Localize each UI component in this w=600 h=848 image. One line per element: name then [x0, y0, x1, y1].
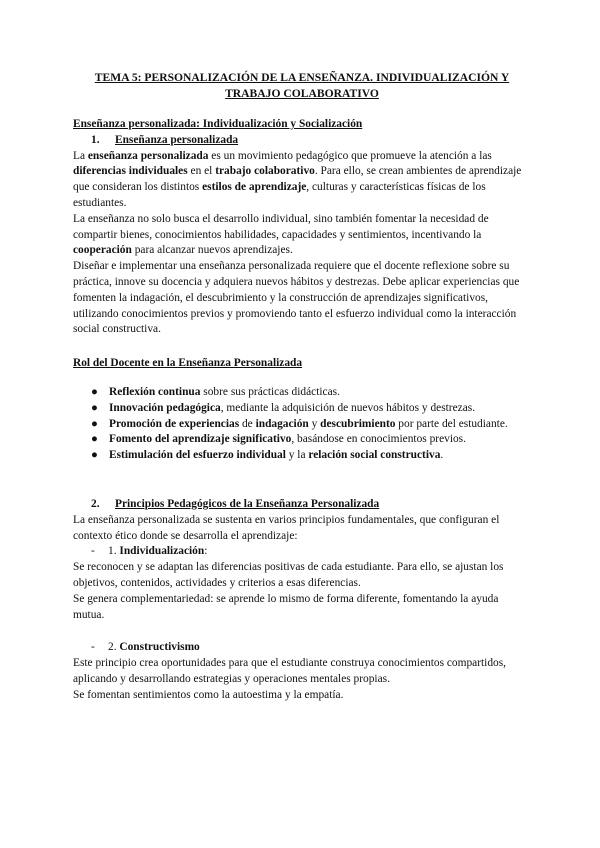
- bold-run: Promoción de experiencias: [109, 417, 240, 430]
- dash-marker: -: [91, 545, 95, 558]
- paragraph-individualization: Se reconocen y se adaptan las diferencias positivas de cada estudiante. Para ello, se ajustan los objetivos, contenidos, actividades y criterios a esas diferencias.: [73, 561, 504, 589]
- bold-run: Estimulación del esfuerzo individual: [109, 449, 286, 462]
- text-run: , basándose en conocimientos previos.: [291, 433, 466, 446]
- list-item: [73, 417, 531, 433]
- bold-run: trabajo colaborativo: [215, 165, 315, 178]
- bullet-icon: ●: [91, 385, 98, 398]
- text-run: .: [440, 449, 444, 462]
- page-title: TEMA 5: PERSONALIZACIÓN DE LA ENSEÑANZA. INDIVIDUALIZACIÓN Y TRABAJO COLABORATIVO: [94, 71, 510, 100]
- list-item: [73, 448, 531, 464]
- paragraph-constructivism: Este principio crea oportunidades para que el estudiante construya conocimientos compartidos, aplicando y desarrollando estrategias y operaciones mentales propias.: [73, 657, 507, 685]
- bold-run: Fomento del aprendizaje significativo: [109, 433, 292, 446]
- bullet-icon: ●: [91, 401, 98, 414]
- text-run: y la: [285, 449, 309, 462]
- subheading-2: [91, 497, 531, 513]
- paragraph-design: Diseñar e implementar una enseñanza personalizada requiere que el docente reflexione sobre su práctica, innove su docencia y adquiera nuevos hábitos y destrezas. Debe aplicar experiencias que fomenten la indagación, el descubrimiento y la construcción de aprendizajes significativos, utilizando conocimientos previos y promoviendo tanto el esfuerzo individual como la interacción social constructiva.: [73, 260, 520, 336]
- principle-1-label: Individualización: [119, 545, 205, 558]
- text-run: :: [204, 545, 208, 558]
- bold-run: indagación: [255, 417, 309, 430]
- text-run: sobre sus prácticas didácticas.: [200, 385, 340, 398]
- text-run: es un movimiento pedagógico que promueve la atención a las: [208, 149, 492, 162]
- text-run: para alcanzar nuevos aprendizajes.: [131, 244, 293, 257]
- rol-bullet-list: [73, 385, 531, 464]
- principle-1-number: 1.: [108, 545, 120, 558]
- principle-2-heading: [73, 640, 531, 656]
- principle-2-label: Constructivismo: [119, 641, 200, 654]
- paragraph-intro: [73, 149, 531, 212]
- list-item: [73, 385, 531, 401]
- spacer: [73, 464, 531, 497]
- bold-run: Reflexión continua: [109, 385, 201, 398]
- bold-run: Innovación pedagógica: [109, 401, 221, 414]
- bold-run: relación social constructiva: [308, 449, 441, 462]
- text-run: en el: [187, 165, 216, 178]
- subheading-1: [91, 133, 531, 149]
- principle-2-number: 2.: [108, 641, 120, 654]
- subheading-2-label: Principios Pedagógicos de la Enseñanza Personalizada: [115, 497, 380, 510]
- subheading-1-label: Enseñanza personalizada: [115, 133, 239, 146]
- subheading-2-number: 2.: [91, 497, 100, 510]
- bold-run: estilos de aprendizaje: [202, 181, 307, 194]
- text-run: de: [239, 417, 256, 430]
- text-run: La enseñanza no solo busca el desarrollo individual, sino también fomentar la necesidad de compartir bienes, conocimientos habilidades, capacidades y sentimientos, incentivando la: [73, 212, 489, 241]
- bold-run: enseñanza personalizada: [87, 149, 209, 162]
- subheading-1-number: 1.: [91, 133, 100, 146]
- bullet-icon: ●: [91, 449, 98, 462]
- paragraph-feelings: Se fomentan sentimientos como la autoestima y la empatía.: [73, 688, 344, 701]
- rol-heading: Rol del Docente en la Enseñanza Personalizada: [73, 357, 303, 370]
- list-item: [73, 432, 531, 448]
- text-run: , culturas y características físicas de los estudiantes.: [73, 181, 486, 209]
- bullet-icon: ●: [91, 417, 98, 430]
- text-run: por parte del estudiante.: [395, 417, 508, 430]
- text-run: La: [73, 149, 88, 162]
- spacer: [73, 623, 531, 640]
- section-heading: Enseñanza personalizada: Individualización y Socialización: [73, 118, 363, 130]
- principle-1-heading: [73, 544, 531, 560]
- text-run: , mediante la adquisición de nuevos hábitos y destrezas.: [220, 401, 476, 414]
- paragraph-complementarity: Se genera complementariedad: se aprende lo mismo de forma diferente, fomentando la ayuda mutua.: [73, 592, 499, 621]
- dash-marker: -: [91, 641, 95, 654]
- paragraph-cooperation: [73, 212, 531, 259]
- bullet-icon: ●: [91, 433, 98, 446]
- list-item: [73, 401, 531, 417]
- bold-run: diferencias individuales: [73, 165, 188, 178]
- text-run: . Para ello, se crean ambientes de aprendizaje que consideran los distintos: [73, 165, 522, 194]
- paragraph-principles-intro: La enseñanza personalizada se sustenta en varios principios fundamentales, que configuran el contexto ético donde se desarrolla el aprendizaje:: [73, 513, 500, 542]
- document-body: [73, 70, 531, 704]
- bold-run: cooperación: [73, 244, 132, 257]
- text-run: y: [308, 417, 321, 430]
- bold-run: descubrimiento: [320, 417, 396, 430]
